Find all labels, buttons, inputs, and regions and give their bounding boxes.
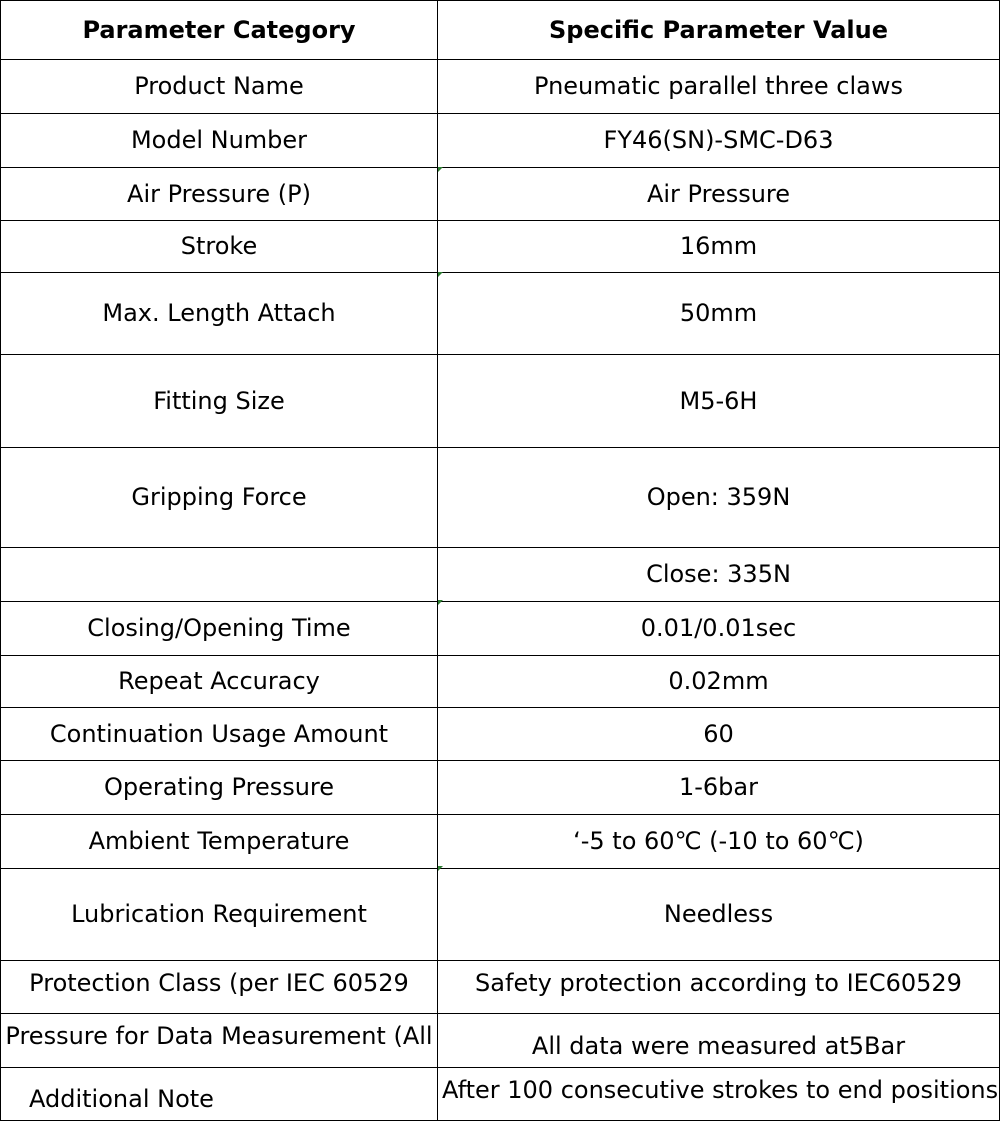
table-row: [1, 761, 1000, 815]
cell-value: 50mm: [438, 273, 1000, 355]
header-specific-parameter-value: Specific Parameter Value: [438, 1, 1000, 60]
table-row: [1, 168, 1000, 221]
cell-value: FY46(SN)-SMC-D63: [438, 114, 1000, 168]
cell-category: Gripping Force: [1, 448, 438, 548]
cell-value: Pneumatic parallel three claws: [438, 60, 1000, 114]
cell-value: After 100 consecutive strokes to end positions: [438, 1068, 1000, 1121]
table-row: [1, 60, 1000, 114]
table-row: [1, 708, 1000, 761]
cell-value: 16mm: [438, 221, 1000, 273]
cell-comment-marker: [438, 866, 443, 871]
cell-category: Lubrication Requirement: [1, 869, 438, 961]
header-parameter-category: Parameter Category: [1, 1, 438, 60]
table-row: [1, 961, 1000, 1014]
table-row: [1, 1068, 1000, 1121]
cell-category: Fitting Size: [1, 355, 438, 448]
cell-category: Repeat Accuracy: [1, 656, 438, 708]
table-row: [1, 355, 1000, 448]
cell-value: 0.02mm: [438, 656, 1000, 708]
cell-value: Open: 359N: [438, 448, 1000, 548]
cell-category: Air Pressure (P): [1, 168, 438, 221]
cell-category: Additional Note: [1, 1068, 438, 1121]
table-row: [1, 1014, 1000, 1068]
cell-category: Operating Pressure: [1, 761, 438, 815]
table-row: [1, 548, 1000, 602]
cell-category: Stroke: [1, 221, 438, 273]
cell-category: Ambient Temperature: [1, 815, 438, 869]
cell-category: Product Name: [1, 60, 438, 114]
cell-value: All data were measured at5Bar: [438, 1014, 1000, 1068]
table-row: [1, 602, 1000, 656]
table-row: [1, 448, 1000, 548]
cell-category: Model Number: [1, 114, 438, 168]
cell-comment-marker: [438, 167, 443, 172]
table-row: [1, 656, 1000, 708]
table-row: [1, 273, 1000, 355]
cell-category: Pressure for Data Measurement (All: [1, 1014, 438, 1068]
cell-value: M5-6H: [438, 355, 1000, 448]
cell-comment-marker: [438, 600, 443, 605]
cell-value: Safety protection according to IEC60529: [438, 961, 1000, 1014]
cell-category: Continuation Usage Amount: [1, 708, 438, 761]
cell-value: Needless: [438, 869, 1000, 961]
cell-category: Max. Length Attach: [1, 273, 438, 355]
cell-value: Air Pressure: [438, 168, 1000, 221]
table-row: [1, 221, 1000, 273]
cell-category: Closing/Opening Time: [1, 602, 438, 656]
cell-category: [1, 548, 438, 602]
cell-value: ‘-5 to 60℃ (-10 to 60℃): [438, 815, 1000, 869]
cell-value: 0.01/0.01sec: [438, 602, 1000, 656]
table-row: [1, 815, 1000, 869]
cell-value: 60: [438, 708, 1000, 761]
table-header-row: [1, 1, 1000, 60]
cell-comment-marker: [438, 272, 443, 277]
table-row: [1, 114, 1000, 168]
cell-value: Close: 335N: [438, 548, 1000, 602]
cell-category: Protection Class (per IEC 60529: [1, 961, 438, 1014]
cell-value: 1-6bar: [438, 761, 1000, 815]
table-row: [1, 869, 1000, 961]
